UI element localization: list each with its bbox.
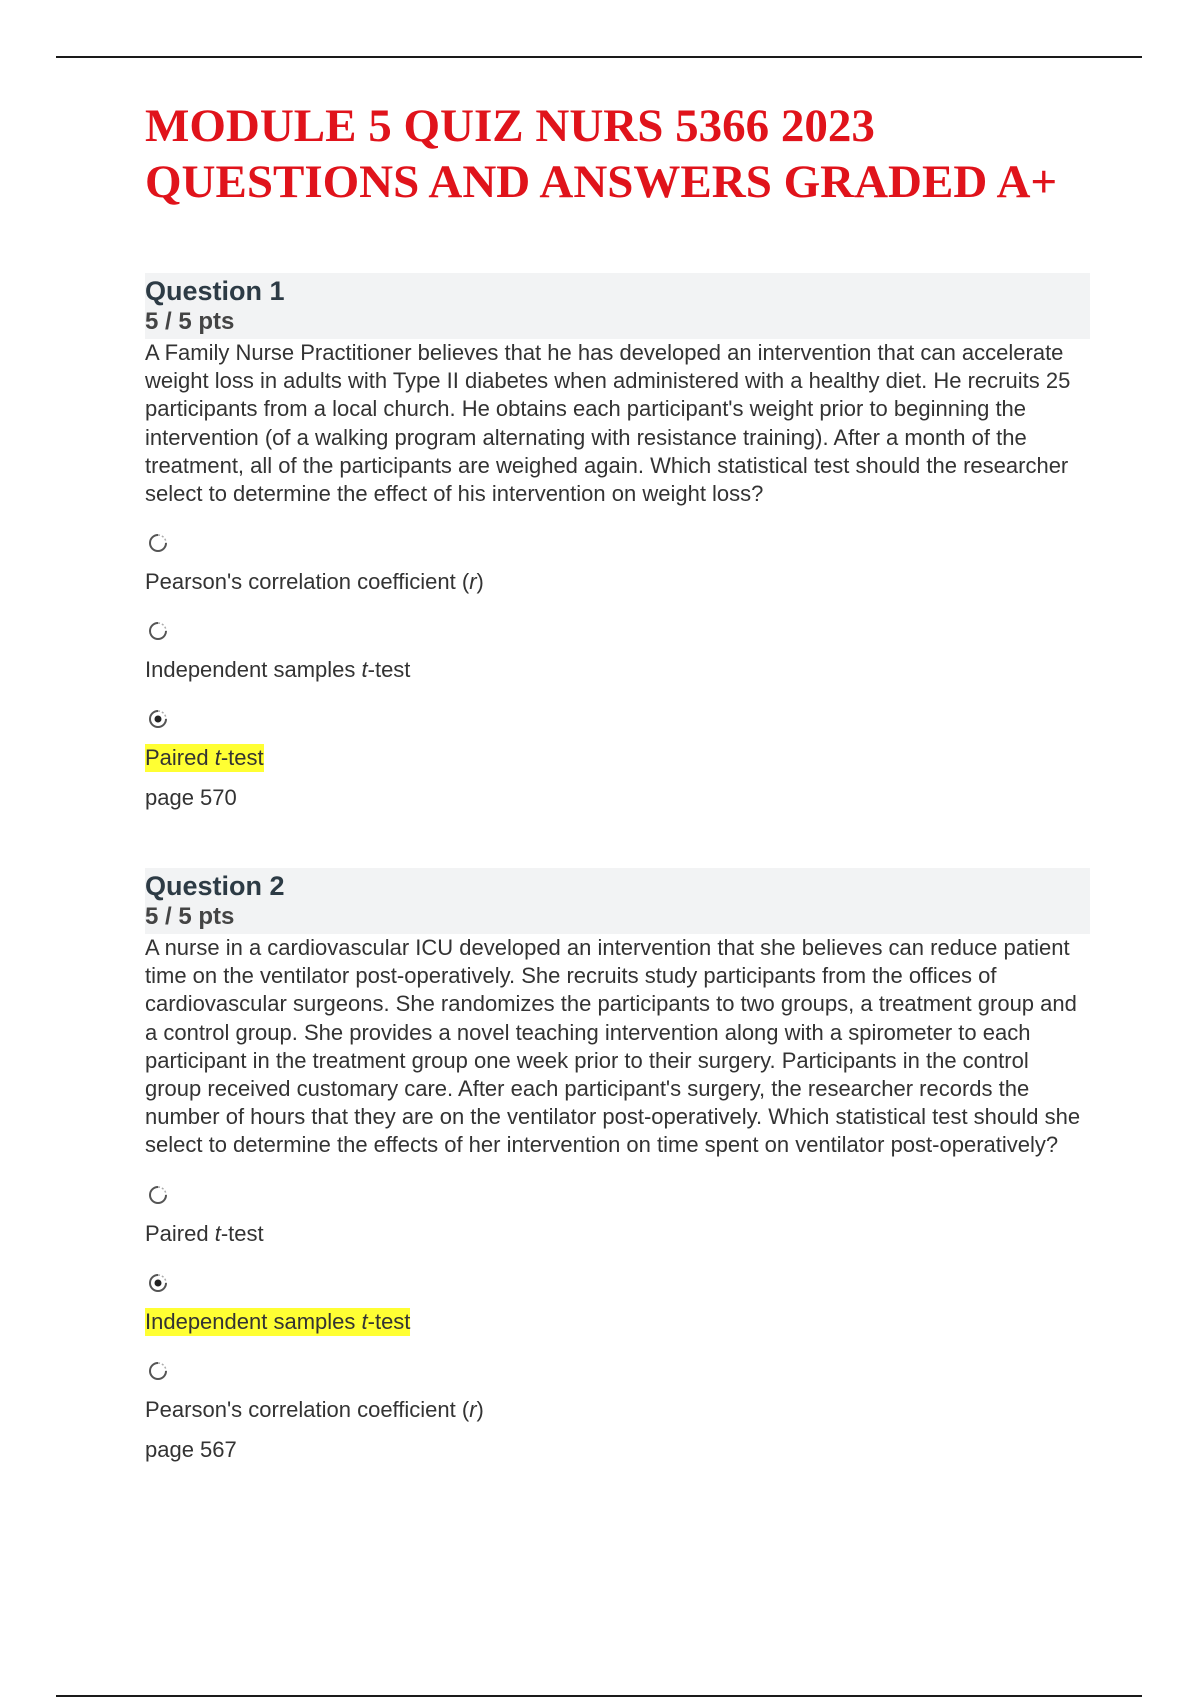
answer-label-correct: Paired t-test bbox=[145, 745, 264, 771]
page-reference: page 567 bbox=[145, 1436, 237, 1462]
answer-label: Pearson's correlation coefficient (r) bbox=[145, 569, 484, 595]
top-rule bbox=[56, 56, 1142, 58]
radio-unselected-icon[interactable] bbox=[147, 1184, 169, 1206]
answer-option[interactable] bbox=[145, 1360, 1090, 1424]
document-title bbox=[145, 98, 1095, 210]
answer-label: Independent samples t-test bbox=[145, 657, 411, 683]
answer-option[interactable] bbox=[145, 620, 1090, 684]
question-title: Question 2 bbox=[145, 871, 285, 901]
question-text: A Family Nurse Practitioner believes that he has developed an intervention that can accelerate weight loss in adults with Type II diabetes when administered with a healthy diet. He recruits 25 participants from a local church. He obtains each participant's weight prior to beginning the intervention (of a walking program alternating with resistance training). After a month of the treatment, all of the participants are weighed again. Which statistical test should the researcher select to determine the effect of his intervention on weight loss? bbox=[145, 340, 1071, 507]
question-2 bbox=[145, 868, 1090, 1464]
question-points: 5 / 5 pts bbox=[145, 308, 235, 335]
question-title: Question 1 bbox=[145, 276, 285, 306]
bottom-rule bbox=[56, 1695, 1142, 1697]
title-line-2: QUESTIONS AND ANSWERS GRADED A+ bbox=[145, 156, 1058, 208]
answer-label-correct: Independent samples t-test bbox=[145, 1308, 411, 1334]
answer-option-selected[interactable] bbox=[145, 708, 1090, 772]
answer-option[interactable] bbox=[145, 1184, 1090, 1248]
radio-unselected-icon[interactable] bbox=[147, 620, 169, 642]
answer-option[interactable] bbox=[145, 532, 1090, 596]
question-1 bbox=[145, 273, 1090, 812]
radio-selected-icon[interactable] bbox=[147, 1272, 169, 1294]
title-line-1: MODULE 5 QUIZ NURS 5366 2023 bbox=[145, 100, 875, 152]
answer-label: Pearson's correlation coefficient (r) bbox=[145, 1396, 484, 1422]
answer-label: Paired t-test bbox=[145, 1220, 264, 1246]
question-text: A nurse in a cardiovascular ICU developed an intervention that she believes can reduce patient time on the ventilator post-operatively. She recruits study participants from the offices of cardiovascular surgeons. She randomizes the participants to two groups, a treatment group and a control group. She provides a novel teaching intervention along with a spirometer to each participant in the treatment group one week prior to their surgery. Participants in the control group received customary care. After each participant's surgery, the researcher records the number of hours that they are on the ventilator post-operatively. Which statistical test should she select to determine the effects of her intervention on time spent on ventilator post-operatively? bbox=[145, 935, 1081, 1158]
question-header bbox=[145, 868, 1090, 934]
radio-unselected-icon[interactable] bbox=[147, 1360, 169, 1382]
answer-option-selected[interactable] bbox=[145, 1272, 1090, 1336]
question-header bbox=[145, 273, 1090, 339]
page-reference: page 570 bbox=[145, 785, 237, 811]
question-points: 5 / 5 pts bbox=[145, 903, 235, 930]
radio-unselected-icon[interactable] bbox=[147, 532, 169, 554]
radio-selected-icon[interactable] bbox=[147, 708, 169, 730]
